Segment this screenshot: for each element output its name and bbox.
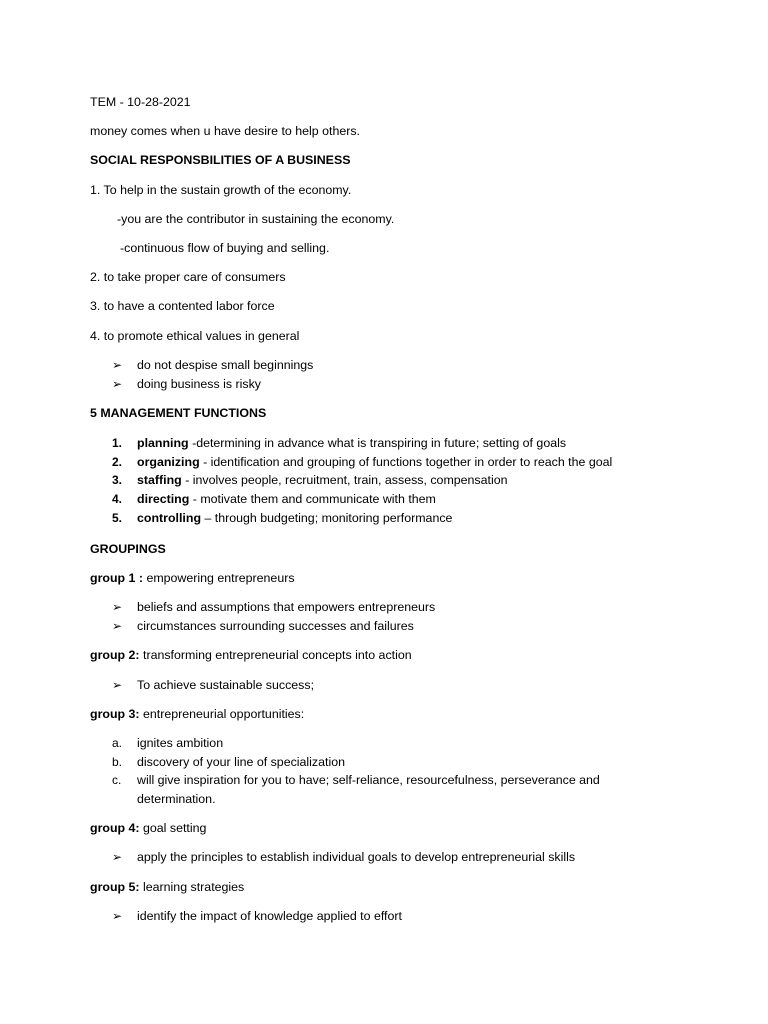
management-desc: - motivate them and communicate with them (189, 492, 436, 506)
group-bullet: beliefs and assumptions that empowers entrepreneurs (137, 600, 436, 614)
social-item-4: 4. to promote ethical values in general (90, 329, 300, 343)
social-bullet: doing business is risky (137, 377, 261, 391)
group-title: goal setting (139, 821, 207, 835)
arrowhead-bullet-icon: ➢ (112, 377, 123, 391)
management-term: planning (137, 436, 189, 450)
social-item-2: 2. to take proper care of consumers (90, 270, 286, 284)
management-item (137, 491, 436, 507)
social-bullet: do not despise small beginnings (137, 358, 314, 372)
group-item: ignites ambition (137, 736, 224, 750)
management-heading: 5 MANAGEMENT FUNCTIONS (90, 406, 267, 420)
group-bullet: To achieve sustainable success; (137, 678, 315, 692)
group-label: group 5: (90, 880, 140, 894)
management-item (137, 435, 566, 451)
group-title: entrepreneurial opportunities: (139, 707, 305, 721)
group-bullet: identify the impact of knowledge applied to effort (137, 909, 402, 923)
group-1-line (90, 570, 295, 586)
group-bullet: circumstances surrounding successes and failures (137, 619, 414, 633)
arrowhead-bullet-icon: ➢ (112, 909, 123, 923)
group-5-line (90, 879, 244, 895)
document-title: TEM - 10-28-2021 (90, 95, 191, 109)
group-bullet: apply the principles to establish individual goals to develop entrepreneurial skills (137, 850, 576, 864)
social-heading: SOCIAL RESPONSBILITIES OF A BUSINESS (90, 153, 351, 167)
group-title: learning strategies (139, 880, 245, 894)
social-subitem-2: -continuous flow of buying and selling. (120, 241, 330, 255)
list-marker: b. (112, 755, 123, 769)
management-number: 3. (112, 473, 123, 487)
group-label: group 4: (90, 821, 140, 835)
motto-line: money comes when u have desire to help others. (90, 124, 360, 138)
management-item (137, 472, 508, 488)
group-4-line (90, 820, 206, 836)
list-marker: c. (112, 773, 122, 787)
management-number: 2. (112, 455, 123, 469)
arrowhead-bullet-icon: ➢ (112, 600, 123, 614)
arrowhead-bullet-icon: ➢ (112, 358, 123, 372)
arrowhead-bullet-icon: ➢ (112, 619, 123, 633)
management-item (137, 510, 452, 526)
management-term: staffing (137, 473, 182, 487)
management-number: 5. (112, 511, 123, 525)
group-item-continuation: determination. (137, 792, 216, 806)
group-label: group 1 : (90, 571, 143, 585)
group-title: empowering entrepreneurs (143, 571, 295, 585)
management-desc: - involves people, recruitment, train, assess, compensation (181, 473, 508, 487)
management-desc: - identification and grouping of functions together in order to reach the goal (199, 455, 613, 469)
management-desc: -determining in advance what is transpiring in future; setting of goals (188, 436, 567, 450)
management-desc: – through budgeting; monitoring performance (201, 511, 453, 525)
management-item (137, 454, 612, 470)
group-2-line (90, 647, 412, 663)
social-item-3: 3. to have a contented labor force (90, 299, 275, 313)
group-3-line (90, 706, 304, 722)
social-item-1: 1. To help in the sustain growth of the economy. (90, 183, 352, 197)
groupings-heading: GROUPINGS (90, 542, 166, 556)
arrowhead-bullet-icon: ➢ (112, 678, 123, 692)
group-label: group 3: (90, 707, 140, 721)
group-item: discovery of your line of specialization (137, 755, 345, 769)
management-number: 4. (112, 492, 123, 506)
management-term: directing (137, 492, 190, 506)
list-marker: a. (112, 736, 123, 750)
arrowhead-bullet-icon: ➢ (112, 850, 123, 864)
group-title: transforming entrepreneurial concepts into action (139, 648, 412, 662)
group-item: will give inspiration for you to have; self-reliance, resourcefulness, perseverance and (137, 773, 600, 787)
management-number: 1. (112, 436, 123, 450)
group-label: group 2: (90, 648, 140, 662)
management-term: organizing (137, 455, 200, 469)
management-term: controlling (137, 511, 202, 525)
social-subitem-1: -you are the contributor in sustaining the economy. (117, 212, 395, 226)
